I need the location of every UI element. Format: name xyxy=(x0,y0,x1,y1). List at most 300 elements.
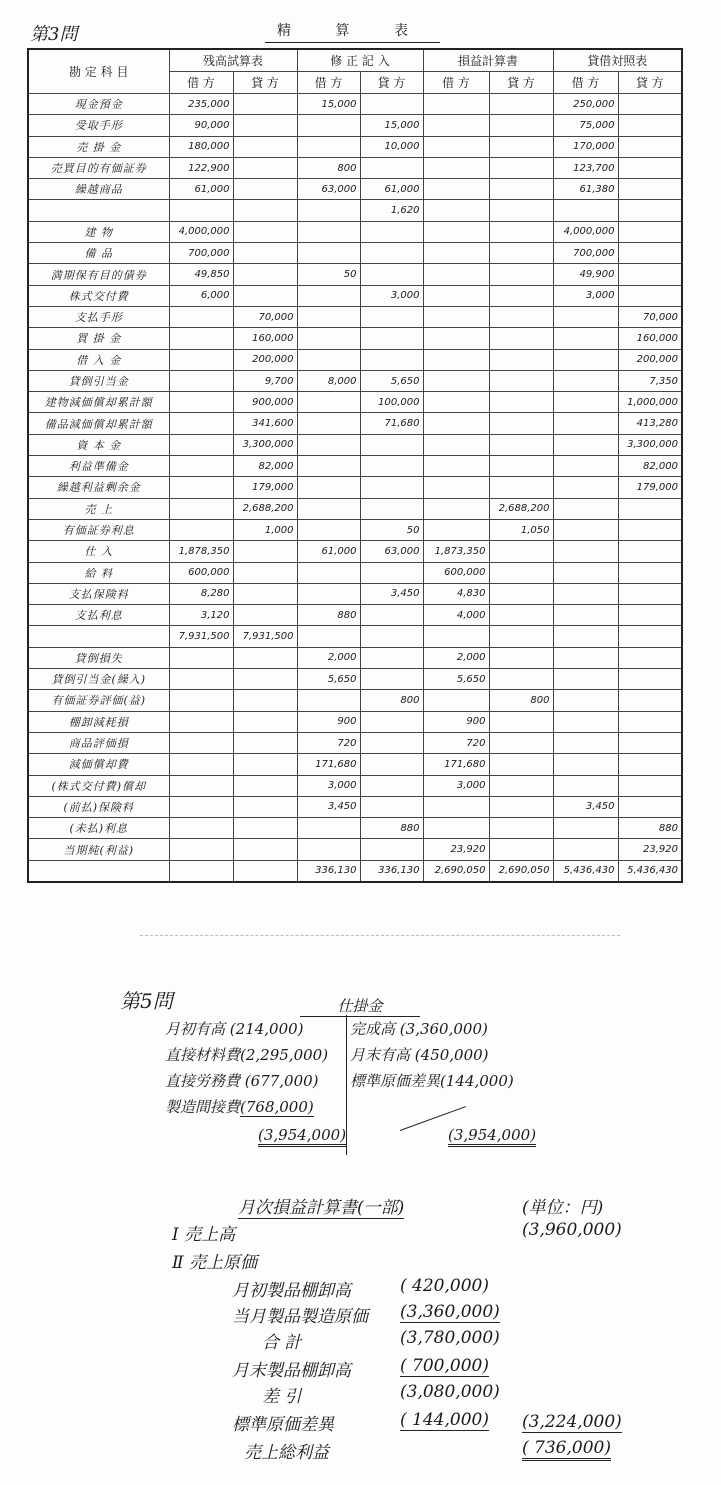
wip-debit-line: 直接材料費(2,295,000) xyxy=(165,1046,329,1064)
credit-header: 貸 方 xyxy=(360,72,423,94)
amount-cell: 61,000 xyxy=(169,179,233,200)
amount-cell: 8,280 xyxy=(169,583,233,604)
amount-cell xyxy=(297,583,360,604)
amount-cell: 700,000 xyxy=(553,243,618,264)
amount-cell xyxy=(233,264,297,285)
pl-item-label: 当月製品製造原価 xyxy=(232,1307,368,1327)
amount-cell: 413,280 xyxy=(618,413,682,434)
amount-cell xyxy=(553,626,618,647)
amount-cell xyxy=(169,775,233,796)
worksheet-row xyxy=(28,583,682,604)
wip-credit-line: 完成高 (3,360,000) xyxy=(350,1020,488,1038)
amount-cell xyxy=(360,264,423,285)
amount-cell xyxy=(423,498,489,519)
amount-cell xyxy=(618,136,682,157)
worksheet-row xyxy=(28,157,682,178)
amount-cell xyxy=(489,349,553,370)
amount-cell: 7,350 xyxy=(618,370,682,391)
amount-cell xyxy=(423,796,489,817)
amount-cell xyxy=(297,306,360,327)
income-statement-header: 損益計算書 xyxy=(423,49,553,72)
amount-cell xyxy=(360,243,423,264)
amount-cell xyxy=(360,562,423,583)
amount-cell xyxy=(360,157,423,178)
amount-cell xyxy=(360,477,423,498)
worksheet-row xyxy=(28,392,682,413)
amount-cell xyxy=(553,519,618,540)
amount-cell xyxy=(297,626,360,647)
amount-cell xyxy=(553,349,618,370)
debit-header: 借 方 xyxy=(553,72,618,94)
wip-credit-line: 標準原価差異(144,000) xyxy=(350,1072,514,1090)
pl-item-label: 標準原価差異 xyxy=(232,1415,334,1435)
amount-cell xyxy=(618,732,682,753)
amount-cell xyxy=(618,541,682,562)
account-name: 資 本 金 xyxy=(28,434,169,455)
account-name: 繰越利益剰余金 xyxy=(28,477,169,498)
amount-cell xyxy=(360,498,423,519)
account-name: 満期保有目的債券 xyxy=(28,264,169,285)
amount-cell xyxy=(489,669,553,690)
amount-cell xyxy=(489,796,553,817)
amount-cell xyxy=(423,434,489,455)
pl-item-amount: ( 420,000) xyxy=(400,1276,489,1296)
amount-cell xyxy=(233,711,297,732)
amount-cell xyxy=(423,115,489,136)
worksheet-row xyxy=(28,754,682,775)
amount-cell: 1,050 xyxy=(489,519,553,540)
amount-cell xyxy=(489,456,553,477)
pl-item-amount: (3,080,000) xyxy=(400,1382,500,1402)
worksheet-row xyxy=(28,200,682,221)
amount-cell xyxy=(553,647,618,668)
wip-debit-line: 月初有高 (214,000) xyxy=(165,1020,304,1038)
amount-cell xyxy=(489,839,553,860)
amount-cell xyxy=(489,562,553,583)
amount-cell xyxy=(233,860,297,882)
amount-cell xyxy=(553,306,618,327)
worksheet-row xyxy=(28,477,682,498)
trial-balance-header: 残高試算表 xyxy=(169,49,297,72)
account-name: 借 入 金 xyxy=(28,349,169,370)
amount-cell xyxy=(618,583,682,604)
amount-cell: 9,700 xyxy=(233,370,297,391)
amount-cell xyxy=(423,392,489,413)
amount-cell: 900 xyxy=(423,711,489,732)
worksheet-row xyxy=(28,796,682,817)
amount-cell: 90,000 xyxy=(169,115,233,136)
amount-cell: 2,690,050 xyxy=(489,860,553,882)
worksheet-row xyxy=(28,349,682,370)
amount-cell: 123,700 xyxy=(553,157,618,178)
account-name: 棚卸減耗損 xyxy=(28,711,169,732)
account-name: 買 掛 金 xyxy=(28,328,169,349)
amount-cell xyxy=(297,285,360,306)
amount-cell xyxy=(360,221,423,242)
account-name xyxy=(28,200,169,221)
amount-cell: 800 xyxy=(489,690,553,711)
amount-cell: 15,000 xyxy=(297,94,360,115)
amount-cell xyxy=(360,647,423,668)
amount-cell: 6,000 xyxy=(169,285,233,306)
amount-cell xyxy=(553,818,618,839)
wip-debit-line: 直接労務費 (677,000) xyxy=(165,1072,319,1090)
worksheet-row xyxy=(28,285,682,306)
account-name: 利益準備金 xyxy=(28,456,169,477)
amount-cell xyxy=(618,157,682,178)
amount-cell: 179,000 xyxy=(618,477,682,498)
unit-label: (単位：円) xyxy=(522,1198,604,1218)
amount-cell xyxy=(423,370,489,391)
wip-credit-line: 月末有高 (450,000) xyxy=(350,1046,489,1064)
amount-cell xyxy=(233,115,297,136)
amount-cell: 122,900 xyxy=(169,157,233,178)
account-name: 有価証券利息 xyxy=(28,519,169,540)
amount-cell: 2,688,200 xyxy=(489,498,553,519)
amount-cell xyxy=(233,243,297,264)
amount-cell: 5,650 xyxy=(360,370,423,391)
amount-cell: 1,873,350 xyxy=(423,541,489,562)
amount-cell: 4,830 xyxy=(423,583,489,604)
amount-cell: 63,000 xyxy=(360,541,423,562)
amount-cell xyxy=(618,754,682,775)
amount-cell xyxy=(423,690,489,711)
amount-cell: 200,000 xyxy=(618,349,682,370)
account-name: 株式交付費 xyxy=(28,285,169,306)
amount-cell xyxy=(423,264,489,285)
account-name: 受取手形 xyxy=(28,115,169,136)
amount-cell xyxy=(618,179,682,200)
amount-cell xyxy=(489,605,553,626)
amount-cell: 2,000 xyxy=(423,647,489,668)
amount-cell xyxy=(297,413,360,434)
amount-cell xyxy=(169,669,233,690)
amount-cell: 5,436,430 xyxy=(618,860,682,882)
amount-cell: 900,000 xyxy=(233,392,297,413)
amount-cell: 1,620 xyxy=(360,200,423,221)
amount-cell xyxy=(553,690,618,711)
worksheet-row xyxy=(28,370,682,391)
amount-cell xyxy=(489,413,553,434)
debit-header: 借 方 xyxy=(169,72,233,94)
worksheet-row xyxy=(28,179,682,200)
amount-cell xyxy=(169,754,233,775)
amount-cell: 82,000 xyxy=(618,456,682,477)
amount-cell: 3,450 xyxy=(360,583,423,604)
worksheet-row xyxy=(28,562,682,583)
amount-cell xyxy=(233,94,297,115)
worksheet-row xyxy=(28,264,682,285)
t-account-divider xyxy=(346,1015,347,1155)
account-name: 支払保険料 xyxy=(28,583,169,604)
sales-amount: (3,960,000) xyxy=(522,1220,622,1240)
worksheet-row xyxy=(28,711,682,732)
account-name: 貸倒損失 xyxy=(28,647,169,668)
amount-cell xyxy=(553,711,618,732)
amount-cell xyxy=(553,434,618,455)
worksheet-table xyxy=(27,48,683,883)
amount-cell xyxy=(553,200,618,221)
account-name: 売 掛 金 xyxy=(28,136,169,157)
amount-cell xyxy=(360,711,423,732)
amount-cell xyxy=(297,136,360,157)
amount-cell xyxy=(553,839,618,860)
amount-cell xyxy=(618,690,682,711)
amount-cell xyxy=(297,818,360,839)
amount-cell: 8,000 xyxy=(297,370,360,391)
amount-cell xyxy=(618,626,682,647)
worksheet-row xyxy=(28,221,682,242)
amount-cell xyxy=(489,306,553,327)
amount-cell xyxy=(553,392,618,413)
amount-cell xyxy=(553,370,618,391)
amount-cell: 70,000 xyxy=(618,306,682,327)
account-name: 支払利息 xyxy=(28,605,169,626)
amount-cell xyxy=(169,200,233,221)
amount-cell xyxy=(360,775,423,796)
amount-cell xyxy=(297,434,360,455)
amount-cell: 3,450 xyxy=(297,796,360,817)
amount-cell xyxy=(489,392,553,413)
amount-cell: 800 xyxy=(297,157,360,178)
worksheet-row xyxy=(28,605,682,626)
amount-cell xyxy=(489,775,553,796)
amount-cell: 600,000 xyxy=(423,562,489,583)
amount-cell: 180,000 xyxy=(169,136,233,157)
amount-cell xyxy=(553,605,618,626)
amount-cell xyxy=(169,711,233,732)
pl-item-amount: ( 144,000) xyxy=(400,1410,489,1430)
amount-cell xyxy=(489,285,553,306)
amount-cell: 170,000 xyxy=(553,136,618,157)
amount-cell xyxy=(360,669,423,690)
amount-cell: 7,931,500 xyxy=(233,626,297,647)
amount-cell xyxy=(233,839,297,860)
amount-cell xyxy=(618,200,682,221)
account-name: 売買目的有価証券 xyxy=(28,157,169,178)
amount-cell: 720 xyxy=(423,732,489,753)
amount-cell: 3,000 xyxy=(553,285,618,306)
worksheet-row xyxy=(28,647,682,668)
amount-cell: 2,688,200 xyxy=(233,498,297,519)
worksheet-row xyxy=(28,541,682,562)
amount-cell: 2,000 xyxy=(297,647,360,668)
amount-cell xyxy=(169,392,233,413)
amount-cell: 49,850 xyxy=(169,264,233,285)
worksheet-row xyxy=(28,732,682,753)
amount-cell xyxy=(618,562,682,583)
amount-cell xyxy=(489,754,553,775)
amount-cell xyxy=(423,243,489,264)
amount-cell xyxy=(489,115,553,136)
amount-cell xyxy=(233,541,297,562)
amount-cell: 200,000 xyxy=(233,349,297,370)
account-name: 貸倒引当金 xyxy=(28,370,169,391)
amount-cell xyxy=(423,519,489,540)
amount-cell: 49,900 xyxy=(553,264,618,285)
amount-cell xyxy=(297,221,360,242)
pl-item-label: 月末製品棚卸高 xyxy=(232,1361,351,1381)
amount-cell xyxy=(423,328,489,349)
amount-cell xyxy=(297,562,360,583)
pl-title: 月次損益計算書(一部) xyxy=(238,1193,404,1219)
amount-cell xyxy=(553,669,618,690)
amount-cell xyxy=(297,200,360,221)
amount-cell: 3,300,000 xyxy=(233,434,297,455)
amount-cell xyxy=(489,626,553,647)
amount-cell: 4,000,000 xyxy=(553,221,618,242)
worksheet-row xyxy=(28,860,682,882)
account-name: 減価償却費 xyxy=(28,754,169,775)
amount-cell xyxy=(553,541,618,562)
amount-cell xyxy=(423,818,489,839)
amount-cell: 600,000 xyxy=(169,562,233,583)
amount-cell: 1,000,000 xyxy=(618,392,682,413)
sales-line: Ⅰ 売上高 xyxy=(172,1225,236,1245)
amount-cell xyxy=(423,306,489,327)
debit-header: 借 方 xyxy=(297,72,360,94)
amount-cell xyxy=(553,498,618,519)
amount-cell xyxy=(297,519,360,540)
amount-cell xyxy=(360,796,423,817)
amount-cell: 171,680 xyxy=(297,754,360,775)
amount-cell: 61,000 xyxy=(360,179,423,200)
amount-cell: 3,120 xyxy=(169,605,233,626)
amount-cell xyxy=(618,264,682,285)
amount-cell xyxy=(297,392,360,413)
worksheet-row xyxy=(28,456,682,477)
amount-cell: 5,650 xyxy=(297,669,360,690)
amount-cell xyxy=(423,157,489,178)
balance-sheet-header: 貸借対照表 xyxy=(553,49,682,72)
amount-cell xyxy=(553,754,618,775)
amount-cell xyxy=(297,243,360,264)
worksheet-row xyxy=(28,839,682,860)
amount-cell: 23,920 xyxy=(618,839,682,860)
amount-cell: 7,931,500 xyxy=(169,626,233,647)
amount-cell: 160,000 xyxy=(618,328,682,349)
account-name: 仕 入 xyxy=(28,541,169,562)
amount-cell xyxy=(360,434,423,455)
amount-cell xyxy=(553,328,618,349)
amount-cell xyxy=(233,732,297,753)
amount-cell xyxy=(489,264,553,285)
amount-cell: 336,130 xyxy=(360,860,423,882)
amount-cell xyxy=(423,413,489,434)
amount-cell: 880 xyxy=(618,818,682,839)
amount-cell xyxy=(423,179,489,200)
amount-cell xyxy=(489,434,553,455)
pl-item-amount: (3,780,000) xyxy=(400,1328,500,1348)
amount-cell xyxy=(233,690,297,711)
pl-item-label: 月初製品棚卸高 xyxy=(232,1281,351,1301)
amount-cell xyxy=(618,221,682,242)
amount-cell xyxy=(233,775,297,796)
amount-cell xyxy=(233,754,297,775)
account-name: 有価証券評価(益) xyxy=(28,690,169,711)
worksheet-row xyxy=(28,498,682,519)
cogs-line: Ⅱ 売上原価 xyxy=(172,1253,257,1273)
amount-cell: 61,000 xyxy=(297,541,360,562)
amount-cell xyxy=(618,285,682,306)
cogs-amount: (3,224,000) xyxy=(522,1412,622,1432)
amount-cell xyxy=(297,456,360,477)
amount-cell xyxy=(297,349,360,370)
amount-cell: 61,380 xyxy=(553,179,618,200)
credit-header: 貸 方 xyxy=(618,72,682,94)
amount-cell xyxy=(360,349,423,370)
amount-cell: 3,000 xyxy=(297,775,360,796)
amount-cell: 75,000 xyxy=(553,115,618,136)
worksheet-row xyxy=(28,94,682,115)
worksheet-row xyxy=(28,434,682,455)
amount-cell xyxy=(423,477,489,498)
amount-cell xyxy=(360,754,423,775)
amount-cell xyxy=(233,647,297,668)
worksheet-body xyxy=(28,94,682,882)
amount-cell xyxy=(489,243,553,264)
amount-cell: 250,000 xyxy=(553,94,618,115)
amount-cell xyxy=(618,498,682,519)
amount-cell xyxy=(489,221,553,242)
amount-cell xyxy=(169,370,233,391)
amount-cell xyxy=(423,136,489,157)
amount-cell xyxy=(489,711,553,732)
amount-cell xyxy=(423,456,489,477)
amount-cell xyxy=(553,732,618,753)
pl-item-amount: (3,360,000) xyxy=(400,1302,500,1322)
amount-cell xyxy=(618,115,682,136)
account-name: 支払手形 xyxy=(28,306,169,327)
amount-cell: 1,000 xyxy=(233,519,297,540)
amount-cell xyxy=(489,370,553,391)
amount-cell xyxy=(489,200,553,221)
worksheet-row xyxy=(28,136,682,157)
pl-item-label: 合 計 xyxy=(262,1333,302,1353)
account-name: 売 上 xyxy=(28,498,169,519)
amount-cell xyxy=(169,860,233,882)
debit-header: 借 方 xyxy=(423,72,489,94)
worksheet-row xyxy=(28,243,682,264)
amount-cell: 179,000 xyxy=(233,477,297,498)
amount-cell xyxy=(618,94,682,115)
credit-header: 貸 方 xyxy=(233,72,297,94)
amount-cell xyxy=(169,328,233,349)
amount-cell xyxy=(489,477,553,498)
amount-cell xyxy=(360,605,423,626)
amount-cell: 82,000 xyxy=(233,456,297,477)
amount-cell xyxy=(553,562,618,583)
amount-cell: 1,878,350 xyxy=(169,541,233,562)
amount-cell xyxy=(169,349,233,370)
amount-cell: 23,920 xyxy=(423,839,489,860)
question-5-label: 第5問 xyxy=(120,989,173,1013)
amount-cell xyxy=(553,477,618,498)
amount-cell: 4,000,000 xyxy=(169,221,233,242)
account-name: 繰越商品 xyxy=(28,179,169,200)
amount-cell xyxy=(360,328,423,349)
pl-item-amount: ( 700,000) xyxy=(400,1356,489,1376)
amount-cell xyxy=(297,839,360,860)
amount-cell: 5,650 xyxy=(423,669,489,690)
amount-cell: 2,690,050 xyxy=(423,860,489,882)
amount-cell xyxy=(233,179,297,200)
amount-cell xyxy=(169,519,233,540)
account-name: 商品評価損 xyxy=(28,732,169,753)
amount-cell: 336,130 xyxy=(297,860,360,882)
amount-cell xyxy=(169,818,233,839)
amount-cell: 4,000 xyxy=(423,605,489,626)
